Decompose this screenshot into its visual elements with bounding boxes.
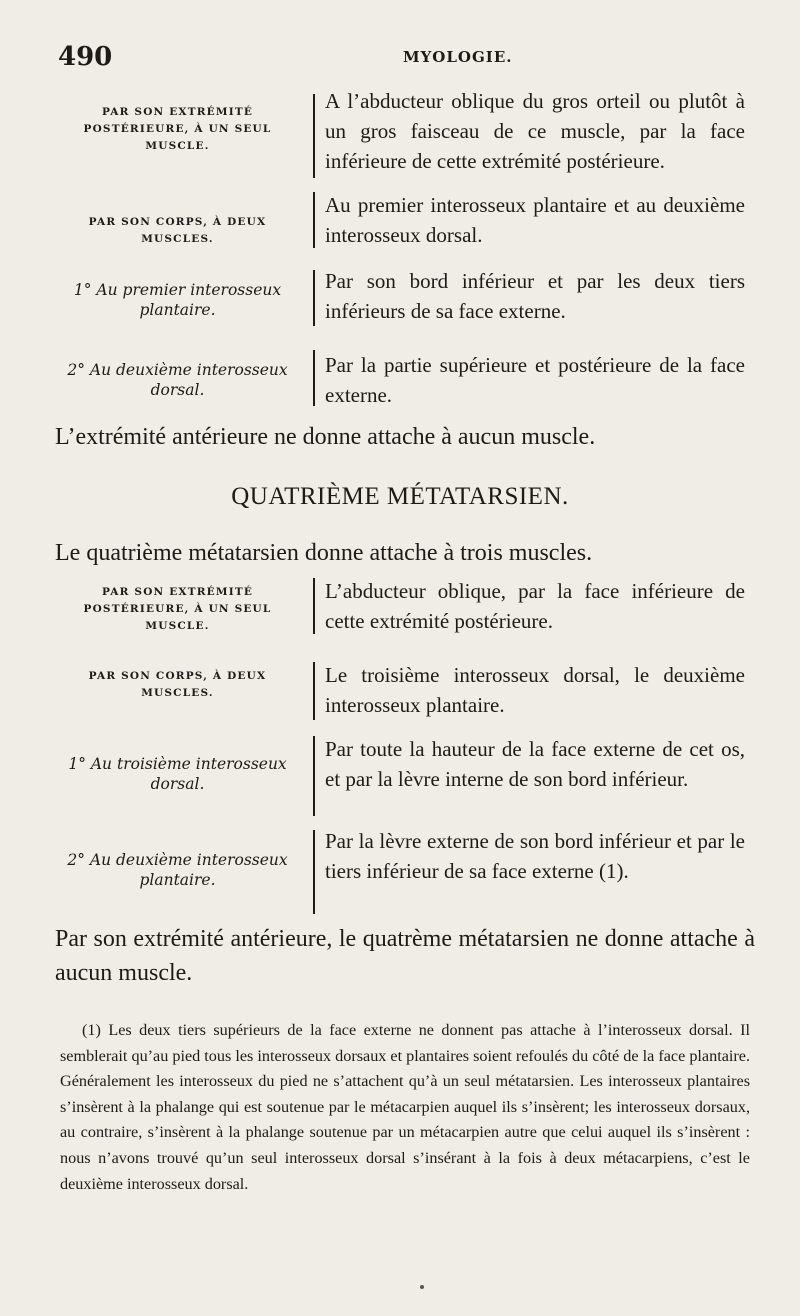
insertion-label: PAR SON EXTRÉMITÉ POSTÉRIEURE, À UN SEUL MUSCLE. bbox=[83, 586, 272, 632]
insertion-text: A l’abducteur oblique du gros orteil ou plutôt à un gros faisceau de ce muscle, par la face inférieure de cette extrémité postérieure. bbox=[325, 89, 745, 173]
brace bbox=[313, 830, 315, 914]
page-speck bbox=[420, 1285, 424, 1289]
page-header bbox=[58, 42, 758, 76]
insertion-text: Par la partie supérieure et postérieure de la face externe. bbox=[325, 353, 745, 407]
insertion-text: Par toute la hauteur de la face externe de cet os, et par la lèvre interne de son bord inférieur. bbox=[325, 737, 745, 791]
running-title: MYOLOGIE. bbox=[403, 48, 513, 66]
insertion-text: Par son bord inférieur et par les deux tiers inférieurs de sa face externe. bbox=[325, 269, 745, 323]
insertion-label: PAR SON CORPS, À DEUX MUSCLES. bbox=[88, 216, 267, 245]
insertion-text: L’abducteur oblique, par la face inférieure de cette extrémité postérieure. bbox=[325, 579, 745, 633]
footnote bbox=[60, 1018, 750, 1197]
section-intro: Le quatrième métatarsien donne attache à trois muscles. bbox=[55, 540, 593, 566]
anterior-extremity-note: L’extrémité antérieure ne donne attache à aucun muscle. bbox=[55, 424, 596, 450]
insertion-label: 2° Au deuxième interosseux dorsal. bbox=[67, 361, 288, 399]
anterior-extremity-note: Par son extrémité antérieure, le quatrème métatarsien ne donne attache à aucun muscle. bbox=[55, 926, 755, 986]
brace bbox=[313, 662, 315, 720]
fourth-metatarsal-insertions bbox=[55, 574, 755, 920]
insertion-text: Au premier interosseux plantaire et au deuxième interosseux dorsal. bbox=[325, 193, 745, 247]
brace bbox=[313, 192, 315, 248]
brace bbox=[313, 578, 315, 634]
brace bbox=[313, 94, 315, 178]
insertion-text: Le troisième interosseux dorsal, le deuxième interosseux plantaire. bbox=[325, 663, 745, 717]
insertion-label: PAR SON CORPS, À DEUX MUSCLES. bbox=[88, 670, 267, 699]
footnote-text: (1) Les deux tiers supérieurs de la face externe ne donnent pas attache à l’interosseux dorsal. Il semblerait qu’au pied tous les interosseux dorsaux et plantaires soient refoulés du côté de la face plantaire. Généralement les interosseux du pied ne s’attachent qu’à un seul métatarsien. Les interosseux plantaires s’insèrent à la phalange qui est soutenue par le métacarpien auquel ils s’insèrent; les interosseux dorsaux, au contraire, s’insèrent à la phalange soutenue par un métacarpien autre que celui auquel ils s’insèrent : nous n’avons trouvé qu’un seul interosseux dorsal s’insérant à la fois à deux métacarpiens, c’est le deuxième interosseux dorsal. bbox=[60, 1021, 750, 1193]
insertion-label: 2° Au deuxième interosseux plantaire. bbox=[67, 851, 288, 889]
third-metatarsal-insertions bbox=[55, 86, 755, 408]
insertion-label: 1° Au premier interosseux plantaire. bbox=[73, 281, 282, 319]
section-heading: QUATRIÈME MÉTATARSIEN. bbox=[231, 483, 569, 510]
brace bbox=[313, 736, 315, 816]
page-number: 490 bbox=[58, 42, 113, 72]
insertion-text: Par la lèvre externe de son bord inférieur et par le tiers inférieur de sa face externe (1). bbox=[325, 829, 745, 883]
brace bbox=[313, 350, 315, 406]
insertion-label: 1° Au troisième interosseux dorsal. bbox=[68, 755, 287, 793]
insertion-label: PAR SON EXTRÉMITÉ POSTÉRIEURE, À UN SEUL MUSCLE. bbox=[83, 106, 272, 152]
brace bbox=[313, 270, 315, 326]
